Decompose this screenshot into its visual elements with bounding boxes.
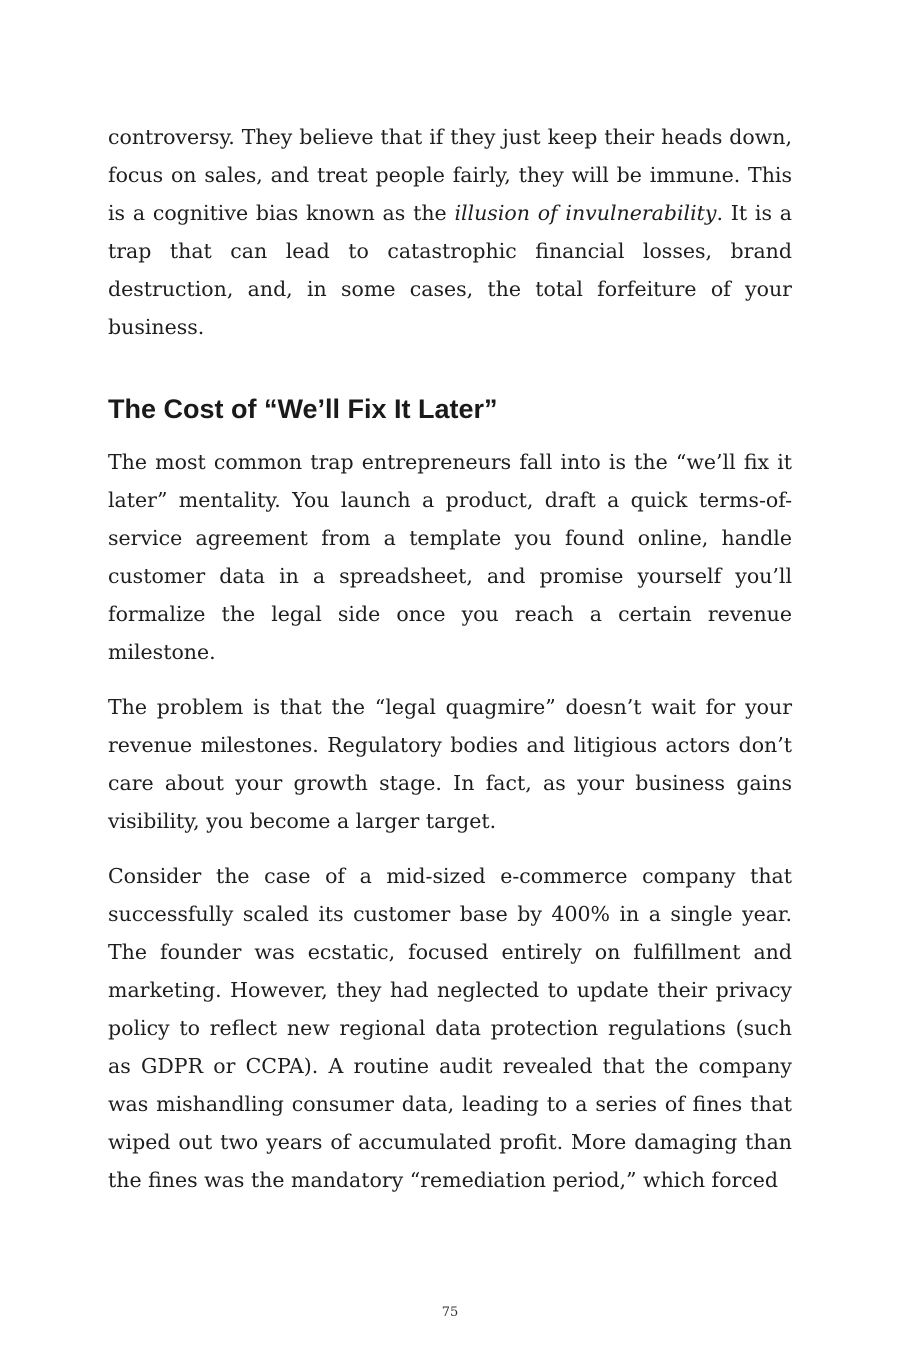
page-number: 75 [441,1305,459,1320]
page-body [108,118,792,1199]
intro-text-before: controversy. They believe that if they just keep their heads down, focus on sales, and treat people fairly, they will be immune. This is a cognitive bias known as the [108,125,792,225]
section-heading: The Cost of “We’ll Fix It Later” [108,394,498,424]
intro-text-after: . It is a trap that can lead to catastrophic financial losses, brand destruction, and, in some cases, the total forfeiture of your business. [108,201,792,339]
paragraph-fix-it-later: The most common trap entrepreneurs fall into is the “we’ll fix it later” mentality. You launch a product, draft a quick terms-of-service agreement from a template you found online, handle customer data in a spreadsheet, and promise yourself you’ll formalize the legal side once you reach a certain revenue milestone. [108,450,792,664]
intro-italic-term: illusion of invulnerability [454,201,717,225]
intro-paragraph [108,118,792,346]
paragraph-case-study: Consider the case of a mid-sized e-commerce company that successfully scaled its customer base by 400% in a single year. The founder was ecstatic, focused entirely on fulfillment and marketing. However, they had neglected to update their privacy policy to reflect new regional data protection regulations (such as GDPR or CCPA). A routine audit revealed that the company was mishandling consumer data, leading to a series of fines that wiped out two years of accumulated profit. More damaging than the fines was the mandatory “remediation period,” which forced [108,864,792,1192]
paragraph-legal-quagmire: The problem is that the “legal quagmire” doesn’t wait for your revenue milestones. Regulatory bodies and litigious actors don’t care about your growth stage. In fact, as your business gains visibility, you become a larger target. [108,695,792,833]
